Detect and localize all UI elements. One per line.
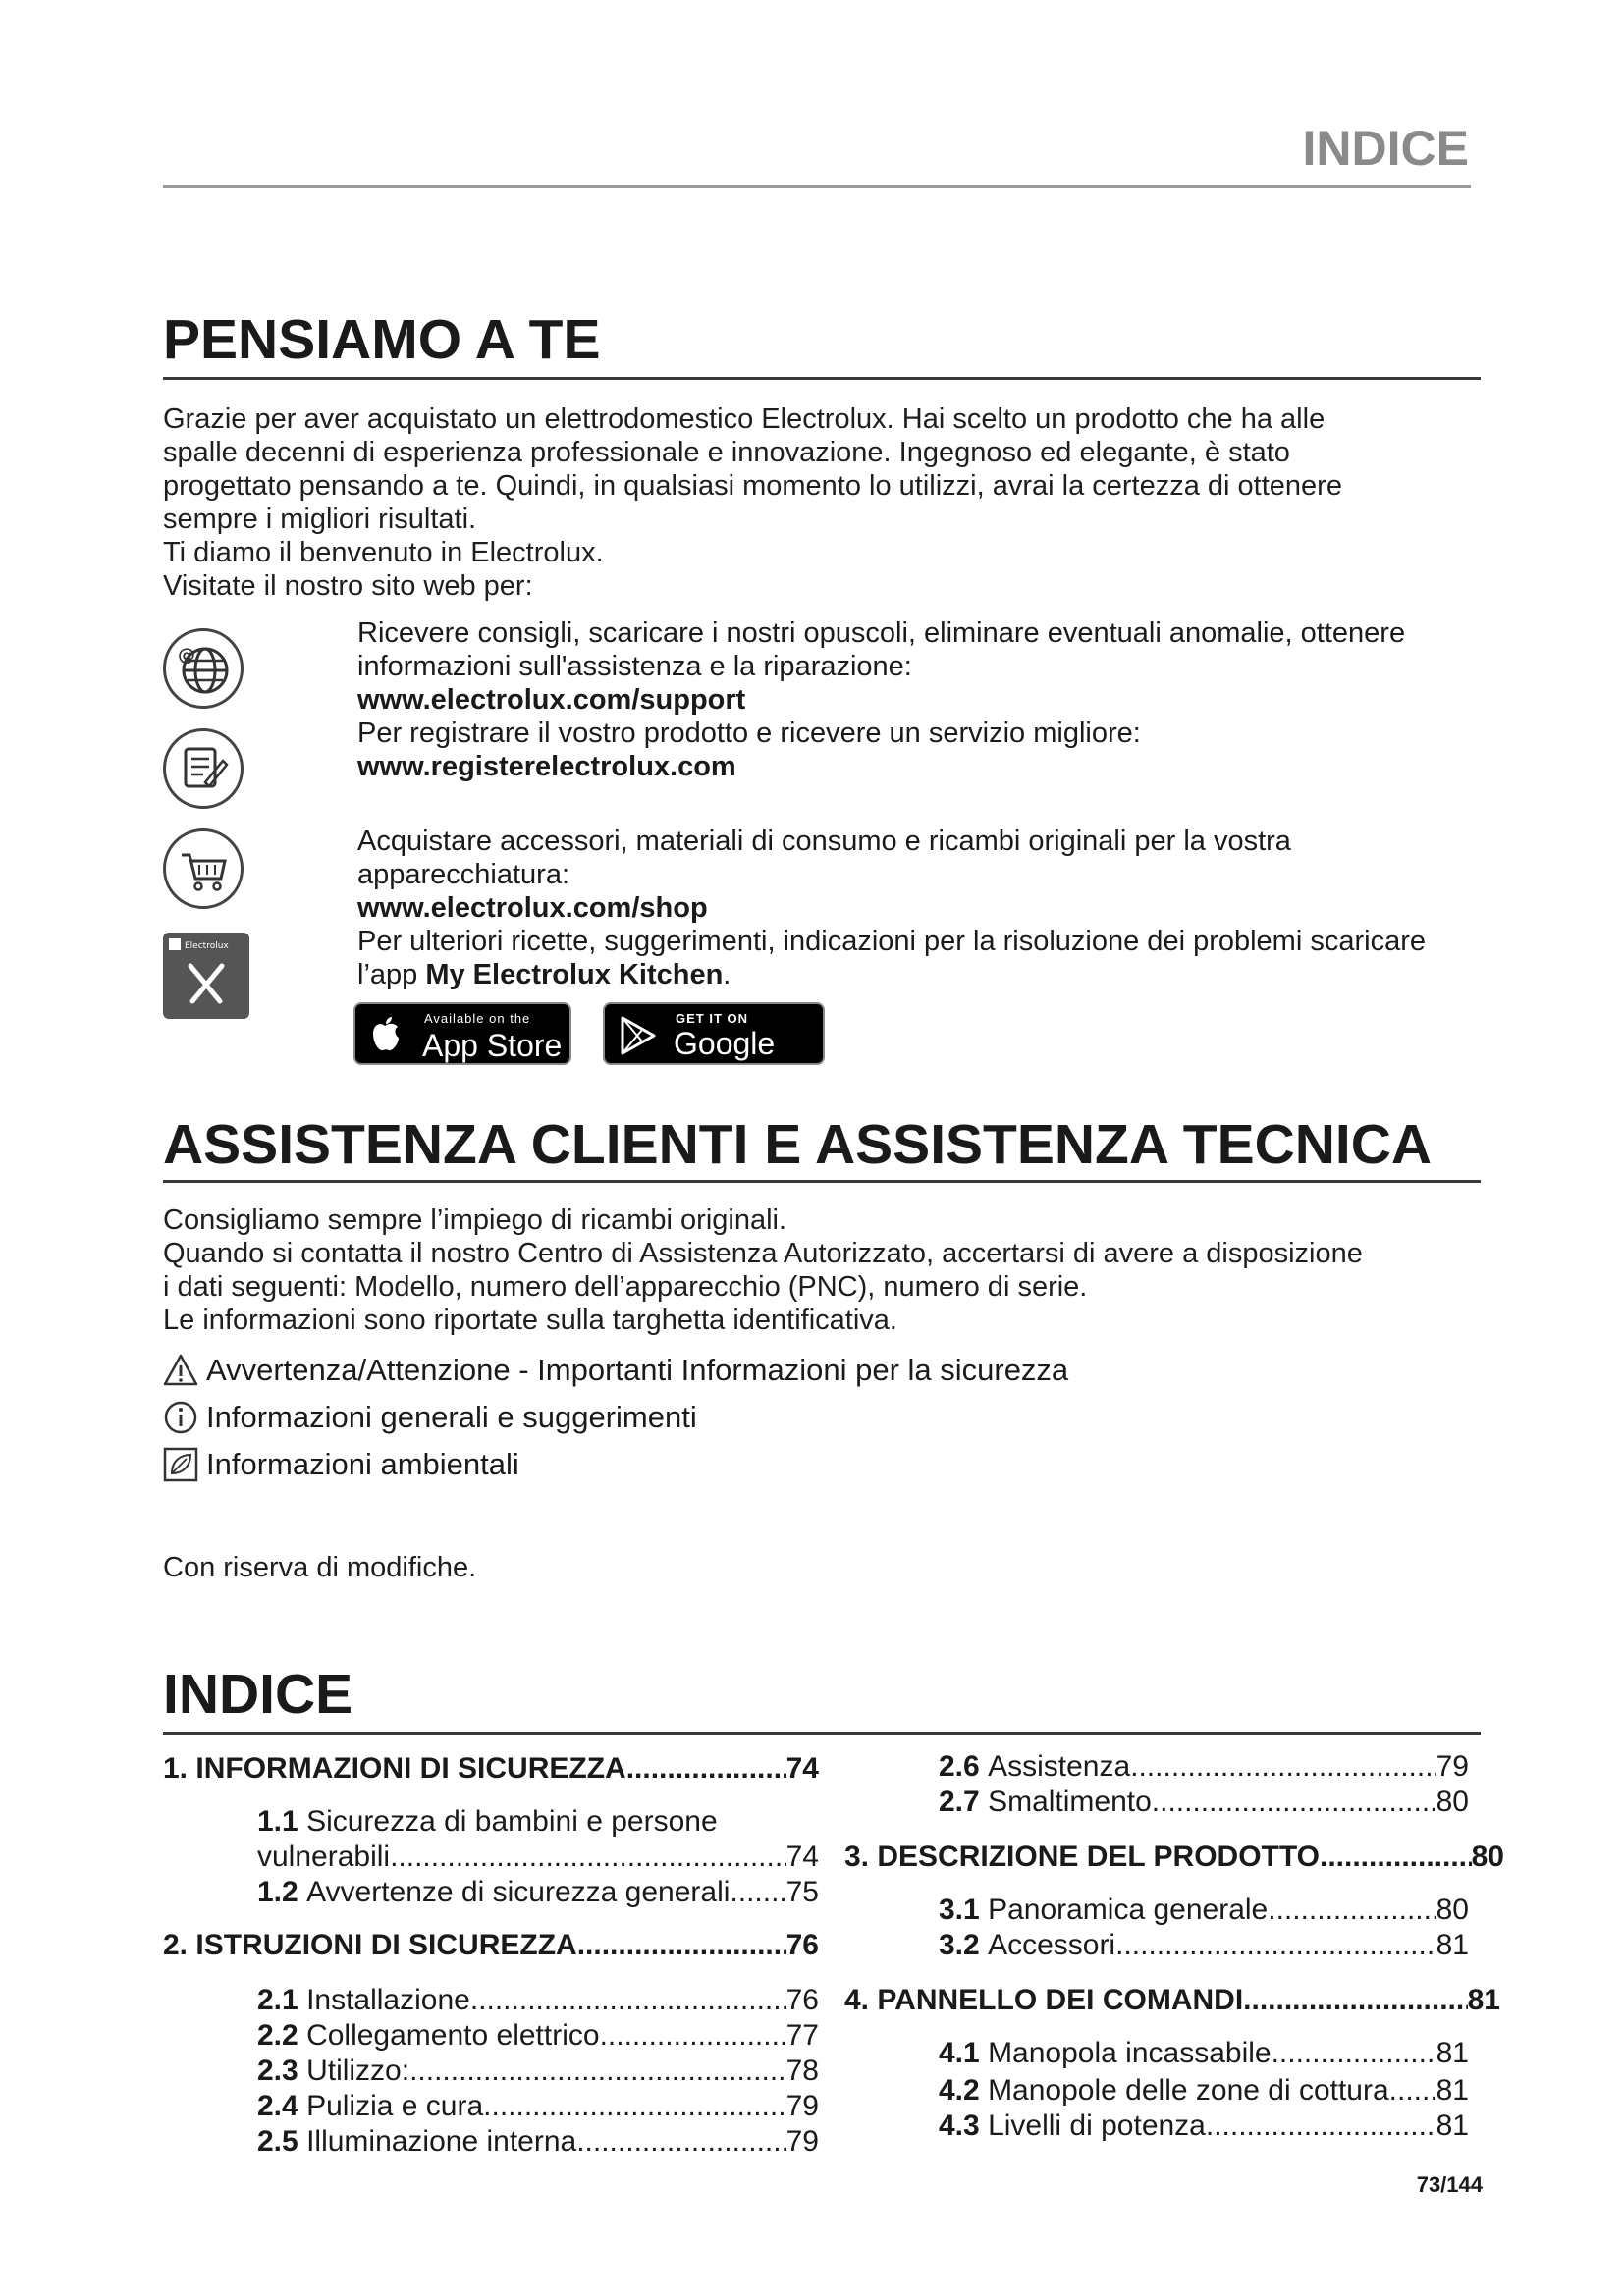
assistance-paragraph: [163, 1203, 1479, 1337]
legend-info-text: Informazioni generali e suggerimenti: [206, 1400, 697, 1434]
toc-entry-number: 1.: [163, 1752, 189, 1785]
toc-entry-number: 4.1: [939, 2037, 980, 2069]
google-play-label: Google Play: [674, 1026, 776, 1097]
toc-entry-page: 81: [1435, 2109, 1469, 2142]
toc-entry-number: 2.4: [257, 2090, 298, 2122]
toc-entry[interactable]: [257, 2018, 819, 2054]
intro-line: Ti diamo il benvenuto in Electrolux.: [163, 537, 604, 568]
toc-entry[interactable]: [844, 1983, 1500, 2018]
assistance-line: Le informazioni sono riportate sulla targhetta identificativa.: [163, 1305, 897, 1336]
toc-entry-label: Illuminazione interna: [306, 2125, 577, 2158]
toc-entry[interactable]: [939, 1928, 1469, 1963]
toc-entry-page: 78: [785, 2055, 819, 2087]
legend-environment-text: Informazioni ambientali: [206, 1447, 519, 1481]
shop-text: Acquistare accessori, materiali di consumo e ricambi originali per la vostra: [357, 826, 1291, 857]
app-store-badge[interactable]: [353, 1002, 571, 1065]
legend-warning-text: Avvertenza/Attenzione - Importanti Informazioni per la sicurezza: [206, 1353, 1069, 1387]
toc-entry-page: 74: [785, 1841, 819, 1873]
toc-entry-label: DESCRIZIONE DEL PRODOTTO: [877, 1841, 1320, 1873]
toc-entry-number: 2.3: [257, 2055, 298, 2087]
section-title-pensiamo: PENSIAMO A TE: [163, 308, 601, 371]
toc-entry-continuation[interactable]: [257, 1840, 819, 1875]
intro-line: progettato pensando a te. Quindi, in qualsiasi momento lo utilizzi, avrai la certezza di ottenere: [163, 470, 1342, 502]
register-url-link[interactable]: www.registerelectrolux.com: [357, 751, 736, 782]
electrolux-kitchen-app-icon: [163, 933, 249, 1019]
toc-entry[interactable]: [163, 1928, 819, 1963]
toc-entry-label: PANNELLO DEI COMANDI: [877, 1984, 1244, 2016]
assistance-line: i dati seguenti: Modello, numero dell’apparecchio (PNC), numero di serie.: [163, 1271, 1088, 1303]
toc-entry[interactable]: [257, 2054, 819, 2089]
legend-warning: [163, 1353, 1068, 1388]
app-text: Per ulteriori ricette, suggerimenti, indicazioni per la risoluzione dei problemi scaricare: [357, 926, 1426, 957]
intro-line: spalle decenni di esperienza professionale e innovazione. Ingegnoso ed elegante, è stato: [163, 437, 1290, 468]
toc-entry-label: ISTRUZIONI DI SICUREZZA: [195, 1929, 577, 1961]
toc-entry-number: 2.7: [939, 1786, 980, 1818]
app-text-line2: [357, 958, 1477, 991]
disclaimer: Con riserva di modifiche.: [163, 1552, 477, 1583]
support-block: [357, 616, 1477, 783]
assistance-line: Quando si contatta il nostro Centro di Assistenza Autorizzato, accertarsi di avere a disposizione: [163, 1238, 1363, 1269]
toc-entry-label: Pulizia e cura: [306, 2090, 484, 2122]
toc-entry[interactable]: [257, 1983, 819, 2018]
toc-entry[interactable]: [939, 1785, 1469, 1820]
toc-entry-number: 4.: [844, 1984, 870, 2016]
toc-entry-number: 3.: [844, 1841, 870, 1873]
toc-title: INDICE: [163, 1663, 353, 1726]
app-store-label: App Store: [422, 1028, 563, 1063]
toc-entry-label: Assistenza: [988, 1750, 1131, 1783]
toc-entry-label: Manopola incassabile: [988, 2037, 1272, 2069]
app-text-prefix: l’app: [357, 959, 426, 990]
toc-entry-number: 1.2: [257, 1876, 298, 1908]
toc-entry-label: Accessori: [988, 1929, 1116, 1961]
toc-entry-label: INFORMAZIONI DI SICUREZZA: [195, 1752, 626, 1785]
toc-entry[interactable]: [844, 1840, 1504, 1875]
toc-entry-number: 2.2: [257, 2019, 298, 2052]
toc-entry-page: 75: [785, 1876, 819, 1908]
register-text: Per registrare il vostro prodotto e ricevere un servizio migliore:: [357, 718, 1141, 749]
toc-entry-label: Collegamento elettrico: [306, 2019, 600, 2052]
section-divider: [163, 1732, 1481, 1735]
toc-entry-label: Avvertenze di sicurezza generali: [306, 1876, 731, 1908]
intro-line: sempre i migliori risultati.: [163, 504, 477, 535]
toc-entry[interactable]: [939, 2109, 1469, 2144]
toc-entry-number: 4.2: [939, 2074, 980, 2107]
play-icon: [621, 1016, 656, 1055]
toc-entry[interactable]: [939, 1749, 1469, 1785]
toc-entry-label: Panoramica generale: [988, 1894, 1269, 1926]
shop-block: [357, 825, 1477, 991]
support-text: Ricevere consigli, scaricare i nostri opuscoli, eliminare eventuali anomalie, ottenere: [357, 617, 1406, 649]
toc-entry-page: 81: [1467, 1984, 1500, 2016]
app-icon-brand-text: Electrolux: [185, 941, 229, 951]
toc-entry-page: 77: [785, 2019, 819, 2052]
info-icon: [163, 1400, 198, 1435]
toc-entry[interactable]: [939, 2036, 1469, 2071]
toc-entry-number: 2.1: [257, 1984, 298, 2016]
toc-entry-page: 74: [785, 1752, 819, 1785]
support-text: informazioni sull'assistenza e la riparazione:: [357, 651, 912, 682]
section-divider: [163, 377, 1481, 380]
toc-entry-label: Livelli di potenza: [988, 2109, 1206, 2142]
toc-entry-page: 79: [1435, 1750, 1469, 1783]
toc-entry-page: 81: [1435, 2074, 1469, 2107]
shop-text: apparecchiatura:: [357, 859, 570, 890]
apple-icon: [369, 1016, 401, 1053]
toc-entry-number: 3.1: [939, 1894, 980, 1926]
toc-entry[interactable]: [257, 1804, 819, 1840]
toc-entry-number: 4.3: [939, 2109, 980, 2142]
register-document-icon: [163, 728, 244, 809]
google-play-small-text: GET IT ON: [676, 1011, 748, 1026]
intro-paragraph: [163, 402, 1479, 603]
toc-entry[interactable]: [163, 1751, 819, 1787]
toc-entry-page: 80: [1471, 1841, 1504, 1873]
intro-line: Visitate il nostro sito web per:: [163, 570, 533, 602]
intro-line: Grazie per aver acquistato un elettrodomestico Electrolux. Hai scelto un prodotto che ha alle: [163, 403, 1326, 435]
legend-environment: [163, 1447, 519, 1482]
toc-entry-number: 2.: [163, 1929, 189, 1961]
svg-text:@: @: [178, 645, 195, 666]
toc-entry-number: 2.6: [939, 1750, 980, 1783]
toc-entry-page: 79: [785, 2090, 819, 2122]
google-play-badge[interactable]: [603, 1002, 825, 1097]
warning-triangle-icon: [163, 1353, 198, 1388]
toc-entry-label: Utilizzo:: [306, 2055, 410, 2087]
shopping-cart-icon: [163, 828, 244, 909]
toc-entry-label: Manopole delle zone di cottura: [988, 2074, 1389, 2107]
page-header-title: INDICE: [1302, 121, 1469, 176]
globe-icon: [163, 628, 244, 709]
toc-entry-number: 1.1: [257, 1805, 298, 1838]
toc-entry-number: 2.5: [257, 2125, 298, 2158]
toc-entry-page: 80: [1435, 1894, 1469, 1926]
app-text-suffix: .: [723, 959, 731, 990]
toc-entry-page: 81: [1435, 1929, 1469, 1961]
toc-entry-page: 80: [1435, 1786, 1469, 1818]
toc-entry-number: 3.2: [939, 1929, 980, 1961]
toc-entry-label: Installazione: [306, 1984, 470, 2016]
toc-entry[interactable]: [939, 2073, 1469, 2109]
toc-entry[interactable]: [257, 2089, 819, 2124]
toc-entry-label: Smaltimento: [988, 1786, 1152, 1818]
section-divider: [163, 1180, 1481, 1183]
leaf-icon: [163, 1447, 198, 1482]
toc-entry[interactable]: [939, 1893, 1469, 1928]
toc-entry-label: vulnerabili: [257, 1841, 391, 1873]
toc-entry-page: 76: [785, 1929, 819, 1961]
toc-entry[interactable]: [257, 2124, 819, 2160]
page-number: 73/144: [1416, 2172, 1483, 2197]
header-divider: [163, 185, 1471, 188]
toc-entry-page: 81: [1435, 2037, 1469, 2069]
toc-entry-label: Sicurezza di bambini e persone: [306, 1805, 718, 1838]
toc-entry-page: 79: [785, 2125, 819, 2158]
legend-info: [163, 1400, 697, 1435]
app-store-small-text: Available on the: [424, 1011, 531, 1026]
toc-entry[interactable]: [257, 1875, 819, 1910]
app-name: My Electrolux Kitchen: [425, 959, 724, 990]
shop-url-link[interactable]: www.electrolux.com/shop: [357, 892, 708, 924]
section-title-assistenza: ASSISTENZA CLIENTI E ASSISTENZA TECNICA: [163, 1113, 1433, 1176]
support-url-link[interactable]: www.electrolux.com/support: [357, 684, 746, 716]
toc-entry-page: 76: [785, 1984, 819, 2016]
assistance-line: Consigliamo sempre l’impiego di ricambi originali.: [163, 1204, 787, 1236]
